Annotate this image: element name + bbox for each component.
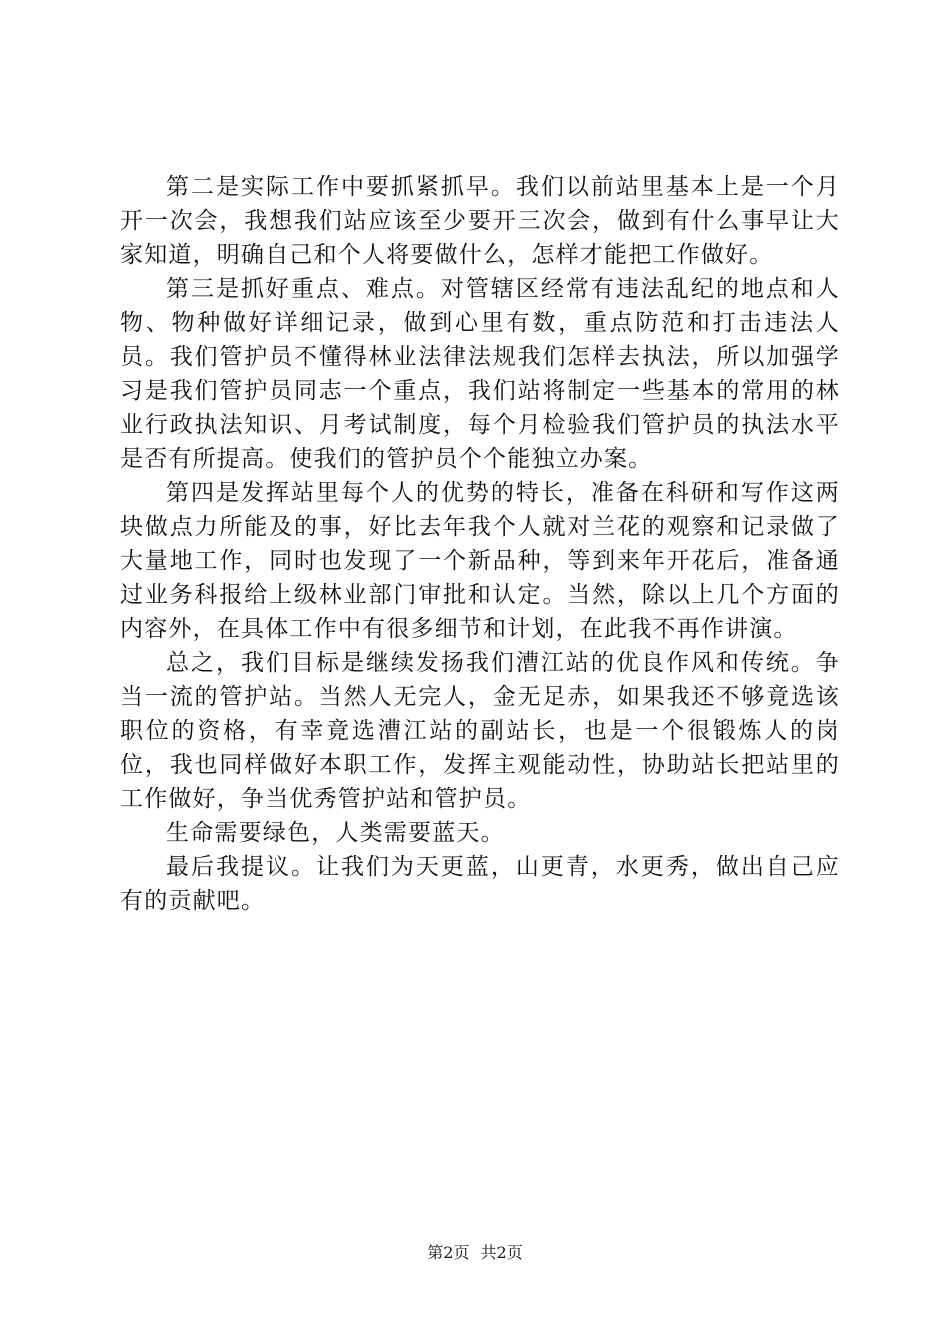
paragraph-6: 最后我提议。让我们为天更蓝，山更青，水更秀，做出自己应有的贡献吧。	[120, 854, 840, 914]
paragraph-2: 第三是抓好重点、难点。对管辖区经常有违法乱纪的地点和人物、物种做好详细记录，做到心里有数，重点防范和打击违法人员。我们管护员不懂得林业法律法规我们怎样去执法，所以加强学习是我们管护员同志一个重点，我们站将制定一些基本的常用的林业行政执法知识、月考试制度，每个月检验我们管护员的执法水平是否有所提高。使我们的管护员个个能独立办案。	[120, 276, 840, 472]
paragraph-4: 总之，我们目标是继续发扬我们漕江站的优良作风和传统。争当一流的管护站。当然人无完人，金无足赤，如果我还不够竟选该职位的资格，有幸竟选漕江站的副站长，也是一个很锻炼人的岗位，我也同样做好本职工作，发挥主观能动性，协助站长把站里的工作做好，争当优秀管护站和管护员。	[120, 650, 840, 812]
paragraph-1: 第二是实际工作中要抓紧抓早。我们以前站里基本上是一个月开一次会，我想我们站应该至少要开三次会，做到有什么事早让大家知道，明确自己和个人将要做什么，怎样才能把工作做好。	[120, 174, 840, 268]
page-total: 共2页	[480, 1243, 523, 1262]
document-body	[120, 170, 840, 918]
page-number: 第2页	[427, 1243, 470, 1262]
paragraph-3: 第四是发挥站里每个人的优势的特长，准备在科研和写作这两块做点力所能及的事，好比去年我个人就对兰花的观察和记录做了大量地工作，同时也发现了一个新品种，等到来年开花后，准备通过业务科报给上级林业部门审批和认定。当然，除以上几个方面的内容外，在具体工作中有很多细节和计划，在此我不再作讲演。	[120, 480, 840, 642]
paragraph-5: 生命需要绿色，人类需要蓝天。	[166, 820, 505, 846]
page-footer	[0, 1242, 950, 1264]
